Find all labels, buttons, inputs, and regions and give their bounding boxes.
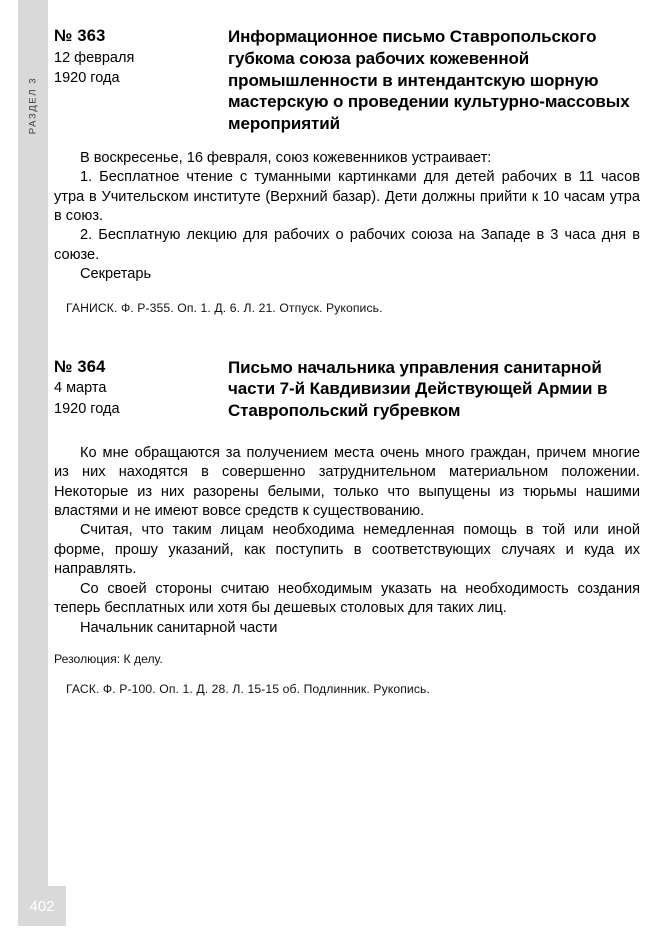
document-paragraph: Считая, что таким лицам необходима немедленная помощь в той или иной форме, прошу указаний, как поступить в соответствующих случаях и куда их направлять. (54, 522, 640, 578)
document-paragraph: 2. Бесплатную лекцию для рабочих о рабочих союза на Западе в 3 часа дня в союзе. (54, 227, 640, 263)
document-paragraph: Со своей стороны считаю необходимым указать на необходимость создания теперь бесплатных или хотя бы дешевых столовых для таких лиц. (54, 580, 640, 617)
section-label: РАЗДЕЛ 3 (27, 76, 39, 135)
document-date-line-2: 1920 года (54, 401, 120, 418)
document-signature: Начальник санитарной части (80, 619, 278, 636)
document-number: № 364 (54, 357, 106, 376)
document-body (48, 444, 648, 638)
document-paragraph: Ко мне обращаются за получением места очень много граждан, причем многие из них находятся в совершенно затруднительном материальном положении. Некоторые из них разорены белыми, только что выпущены из тюрьмы нашими властями и не имеют вовсе средств к существованию. (54, 444, 640, 520)
section-rail (18, 0, 48, 886)
document-meta (48, 26, 228, 88)
document-entry (48, 0, 648, 315)
document-number: № 363 (54, 27, 106, 45)
document-meta (48, 357, 228, 419)
document-header (48, 357, 648, 422)
document-entry (48, 357, 648, 696)
document-title: Информационное письмо Ставропольского губкома союза рабочих кожевенной промышленности в интендантскую шорную мастерскую о проведении культурно-массовых мероприятий (228, 27, 630, 133)
resolution-note: Резолюция: К делу. (54, 651, 163, 666)
document-body (48, 149, 648, 285)
document-date-line-1: 12 февраля (54, 49, 135, 66)
page-content (48, 0, 648, 943)
document-paragraph: В воскресенье, 16 февраля, союз кожевенников устраивает: (80, 149, 492, 166)
page-number: 402 (29, 897, 55, 915)
archive-reference: ГАНИСК. Ф. Р-355. Оп. 1. Д. 6. Л. 21. Отпуск. Рукопись. (66, 300, 383, 315)
document-signature: Секретарь (80, 266, 152, 283)
document-paragraph: 1. Бесплатное чтение с туманными картинками для детей рабочих в 11 часов утра в Учительском институте (Верхний базар). Дети должны прийти к 10 часам утра в союз. (54, 169, 640, 224)
document-date-line-2: 1920 года (54, 70, 120, 87)
document-title: Письмо начальника управления санитарной части 7-й Кавдивизии Действующей Армии в Ставропольский губревком (228, 357, 608, 421)
document-header (48, 26, 648, 135)
document-date-line-1: 4 марта (54, 380, 107, 397)
archive-reference: ГАСК. Ф. Р-100. Оп. 1. Д. 28. Л. 15-15 об. Подлинник. Рукопись. (66, 681, 430, 696)
